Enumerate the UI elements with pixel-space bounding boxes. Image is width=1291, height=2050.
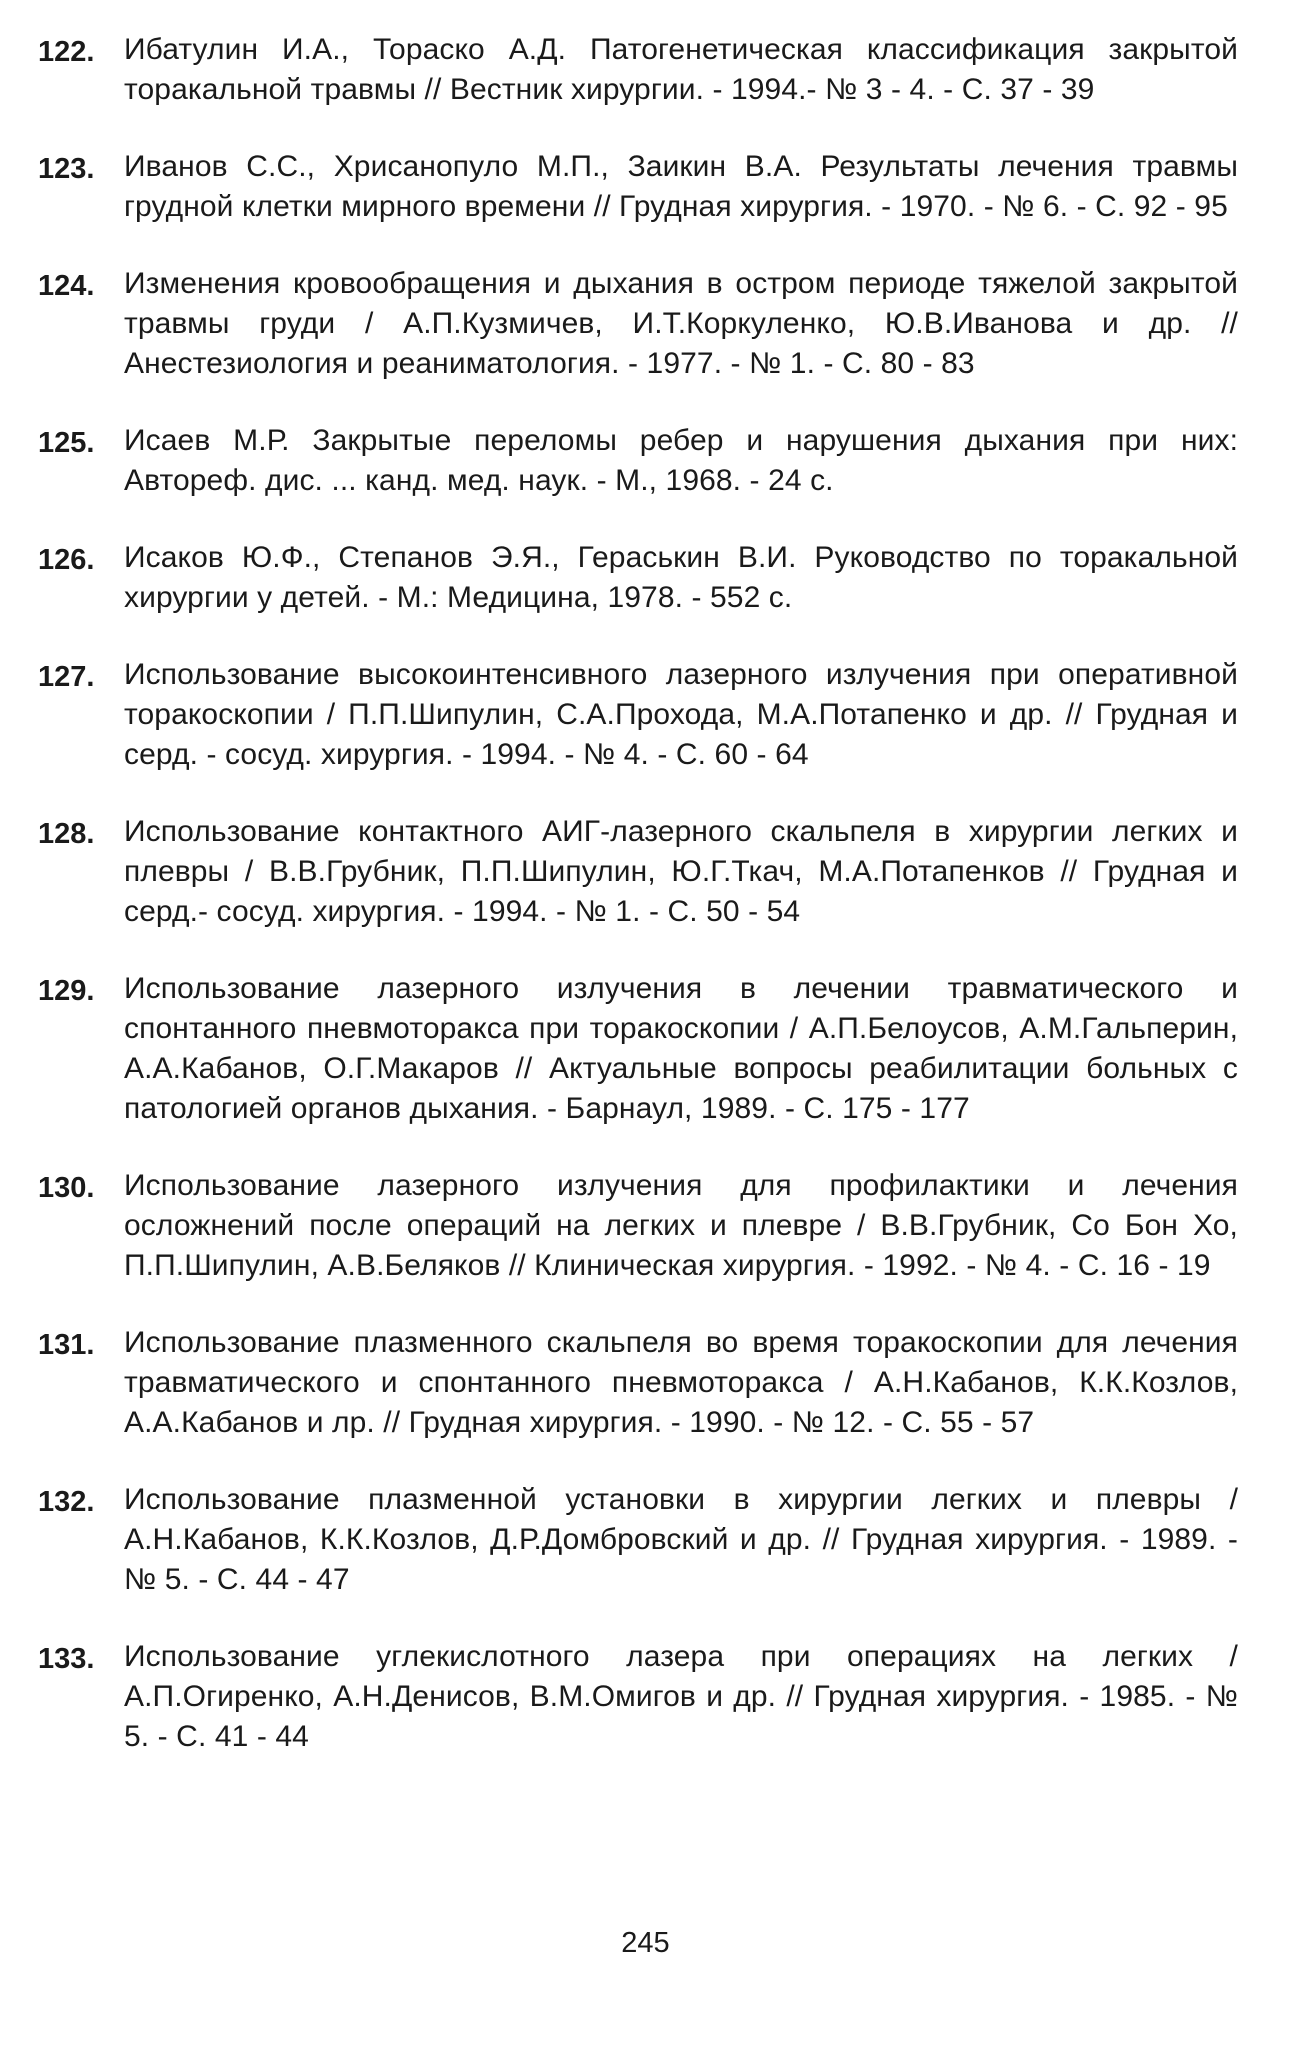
reference-item xyxy=(38,147,1238,227)
reference-text: Ибатулин И.А., Тораско А.Д. Патогенетическая классификация закрытой торакальной травмы // Вестник хирургии. - 1994.- № 3 - 4. - С. 37 - 39 xyxy=(124,33,1238,106)
reference-item xyxy=(38,969,1238,1129)
reference-text: Исаков Ю.Ф., Степанов Э.Я., Гераськин В.И. Руководство по торакальной хирургии у детей. - М.: Медицина, 1978. - 552 с. xyxy=(124,541,1238,614)
reference-text: Использование плазменного скальпеля во время торакоскопии для лечения травматического и спонтанного пневмоторакса / А.Н.Кабанов, К.К.Козлов, А.А.Кабанов и лр. // Грудная хирургия. - 1990. - № 12. - С. 55 - 57 xyxy=(124,1326,1238,1439)
reference-text: Использование контактного АИГ-лазерного скальпеля в хирургии легких и плевры / В.В.Грубник, П.П.Шипулин, Ю.Г.Ткач, М.А.Потапенков // Грудная и серд.- сосуд. хирургия. - 1994. - № 1. - С. 50 - 54 xyxy=(124,815,1238,928)
reference-number: 123. xyxy=(38,153,95,185)
reference-number: 132. xyxy=(38,1486,95,1518)
reference-item xyxy=(38,1323,1238,1443)
reference-number: 129. xyxy=(38,975,95,1007)
reference-item xyxy=(38,812,1238,932)
page-number: 245 xyxy=(621,1927,670,1959)
reference-text: Использование лазерного излучения для профилактики и лечения осложнений после операций на легких и плевре / В.В.Грубник, Со Бон Хо, П.П.Шипулин, А.В.Беляков // Клиническая хирургия. - 1992. - № 4. - С. 16 - 19 xyxy=(124,1169,1238,1282)
reference-text: Изменения кровообращения и дыхания в остром периоде тяжелой закрытой травмы груди / А.П.Кузмичев, И.Т.Коркуленко, Ю.В.Иванова и др. // Анестезиология и реаниматология. - 1977. - № 1. - С. 80 - 83 xyxy=(124,267,1238,380)
reference-text: Иванов С.С., Хрисанопуло М.П., Заикин В.А. Результаты лечения травмы грудной клетки мирного времени // Грудная хирургия. - 1970. - № 6. - С. 92 - 95 xyxy=(124,150,1238,223)
reference-number: 125. xyxy=(38,427,95,459)
reference-item xyxy=(38,1480,1238,1600)
reference-number: 128. xyxy=(38,818,95,850)
reference-item xyxy=(38,421,1238,501)
reference-item xyxy=(38,264,1238,384)
reference-number: 126. xyxy=(38,544,95,576)
reference-list xyxy=(38,30,1238,1757)
reference-item xyxy=(38,538,1238,618)
reference-number: 133. xyxy=(38,1643,95,1675)
reference-item xyxy=(38,30,1238,110)
reference-item xyxy=(38,655,1238,775)
reference-number: 130. xyxy=(38,1172,95,1204)
reference-text: Использование высокоинтенсивного лазерного излучения при оперативной торакоскопии / П.П.Шипулин, С.А.Прохода, М.А.Потапенко и др. // Грудная и серд. - сосуд. хирургия. - 1994. - № 4. - С. 60 - 64 xyxy=(124,658,1238,771)
reference-text: Использование углекислотного лазера при операциях на легких /А.П.Огиренко, А.Н.Денисов, В.М.Омигов и др. // Грудная хирургия. - 1985. - № 5. - С. 41 - 44 xyxy=(124,1640,1238,1753)
reference-text: Использование лазерного излучения в лечении травматического и спонтанного пневмоторакса при торакоскопии / А.П.Белоусов, А.М.Гальперин, А.А.Кабанов, О.Г.Макаров // Актуальные вопросы реабилитации больных с патологией органов дыхания. - Барнаул, 1989. - С. 175 - 177 xyxy=(124,972,1238,1125)
reference-number: 122. xyxy=(38,36,95,68)
reference-text: Исаев М.Р. Закрытые переломы ребер и нарушения дыхания при них: Автореф. дис. ... канд. мед. наук. - М., 1968. - 24 с. xyxy=(124,424,1238,497)
reference-item xyxy=(38,1166,1238,1286)
reference-number: 124. xyxy=(38,270,95,302)
reference-text: Использование плазменной установки в хирургии легких и плевры / А.Н.Кабанов, К.К.Козлов, Д.Р.Домбровский и др. // Грудная хирургия. - 1989. - № 5. - С. 44 - 47 xyxy=(124,1483,1238,1596)
reference-number: 127. xyxy=(38,661,95,693)
reference-number: 131. xyxy=(38,1329,95,1361)
reference-item xyxy=(38,1637,1238,1757)
